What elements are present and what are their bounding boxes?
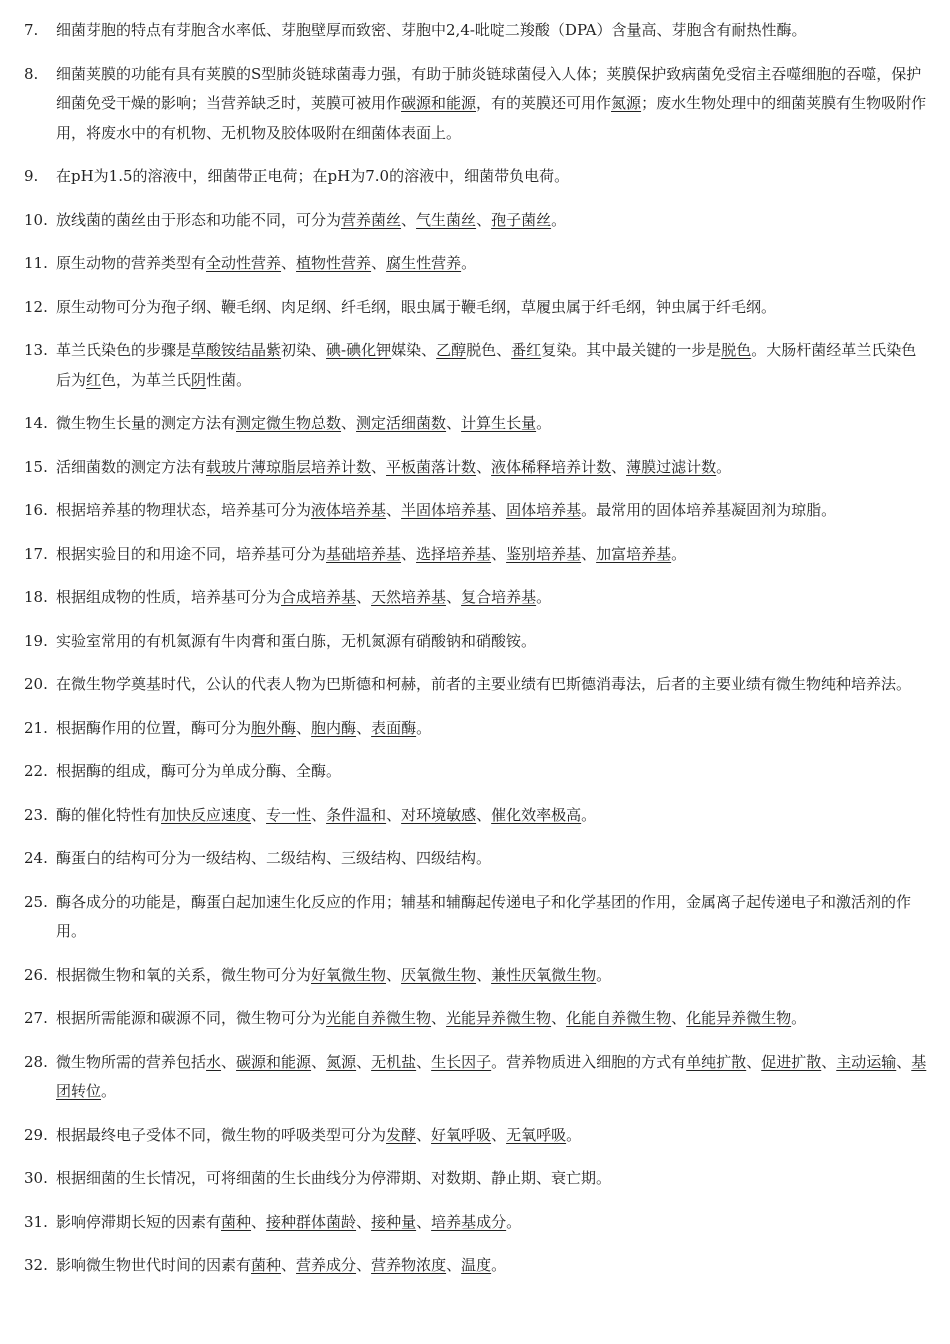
- text-segment: 、: [476, 457, 492, 476]
- text-segment: 、: [386, 805, 402, 824]
- text-segment: 在pH为1.5的溶液中，细菌带正电荷；在pH为7.0的溶液中，细菌带负电荷。: [56, 167, 570, 185]
- text-segment: 、: [401, 544, 417, 563]
- text-segment: 、: [896, 1052, 912, 1071]
- text-segment: 、: [446, 1256, 462, 1274]
- answer-blank: 生长因子: [431, 1052, 492, 1071]
- text-segment: 、: [311, 1052, 327, 1071]
- list-item: [0, 844, 950, 874]
- item-number: 14.: [24, 414, 48, 432]
- item-number: 23.: [24, 805, 48, 824]
- text-segment: 、: [386, 965, 402, 984]
- answer-blank: 兼性厌氧微生物: [491, 965, 597, 984]
- item-number: 21.: [24, 718, 48, 737]
- answer-blank: 营养菌丝: [341, 210, 402, 229]
- text-segment: 、: [251, 805, 267, 824]
- text-segment: 革兰氏染色的步骤是: [56, 341, 192, 359]
- text-segment: 根据实验目的和用途不同，培养基可分为: [56, 544, 327, 563]
- text-segment: 。: [461, 254, 477, 272]
- item-text: [56, 888, 928, 947]
- item-number: 7.: [24, 21, 39, 39]
- answer-blank: 催化效率极高: [491, 805, 582, 824]
- item-text: [56, 1251, 928, 1281]
- text-segment: 在微生物学奠基时代，公认的代表人物为巴斯德和柯赫，前者的主要业绩有巴斯德消毒法，后者的主要业绩有微生物纯种培养法。: [56, 675, 912, 693]
- answer-blank: 营养物浓度: [371, 1256, 447, 1274]
- answer-blank: 氮源: [326, 1052, 357, 1071]
- item-text: [56, 409, 928, 439]
- text-segment: 、: [611, 457, 627, 476]
- answer-blank: 主动运输: [836, 1052, 897, 1071]
- answer-blank: 选择培养基: [416, 544, 492, 563]
- text-segment: 、: [491, 544, 507, 563]
- item-number: 10.: [24, 210, 48, 229]
- answer-blank: 温度: [461, 1256, 492, 1274]
- text-segment: 、: [221, 1052, 237, 1071]
- text-segment: 媒染、: [391, 341, 437, 359]
- list-item: [0, 1048, 950, 1107]
- list-item: [0, 206, 950, 236]
- answer-blank: 腐生性营养: [386, 254, 462, 272]
- list-item: [0, 801, 950, 831]
- item-text: [56, 453, 928, 483]
- text-segment: 。: [101, 1082, 117, 1100]
- item-text: [56, 60, 928, 149]
- item-text: [56, 844, 928, 874]
- answer-blank: 氮源: [611, 94, 642, 112]
- answer-blank: 菌种: [251, 1256, 282, 1274]
- item-text: [56, 496, 928, 526]
- text-segment: 影响微生物世代时间的因素有: [56, 1256, 252, 1274]
- item-number: 30.: [24, 1169, 48, 1187]
- text-segment: 、: [476, 805, 492, 824]
- text-segment: 。: [536, 588, 552, 606]
- text-segment: 根据微生物和氧的关系，微生物可分为: [56, 965, 312, 984]
- text-segment: 、: [491, 1125, 507, 1144]
- answer-blank: 厌氧微生物: [401, 965, 477, 984]
- answer-blank: 天然培养基: [371, 588, 447, 606]
- list-item: [0, 1208, 950, 1238]
- text-segment: 酶蛋白的结构可分为一级结构、二级结构、三级结构、四级结构。: [56, 849, 492, 867]
- item-text: [56, 249, 928, 279]
- list-item: [0, 293, 950, 323]
- list-item: [0, 409, 950, 439]
- item-number: 18.: [24, 588, 48, 606]
- item-number: 24.: [24, 849, 48, 867]
- answer-blank: 营养成分: [296, 1256, 357, 1274]
- text-segment: 。: [551, 210, 567, 229]
- item-number: 31.: [24, 1212, 48, 1231]
- list-item: [0, 714, 950, 744]
- answer-blank: 培养基成分: [431, 1212, 507, 1231]
- text-segment: 根据组成物的性质，培养基可分为: [56, 588, 282, 606]
- text-segment: 细菌芽胞的特点有芽胞含水率低、芽胞壁厚而致密、芽胞中2,4-吡啶二羧酸（DPA）含量高、芽胞含有耐热性酶。: [56, 21, 807, 39]
- item-number: 12.: [24, 297, 48, 316]
- answer-blank: 好氧呼吸: [431, 1125, 492, 1144]
- text-segment: 根据所需能源和碳源不同，微生物可分为: [56, 1009, 327, 1027]
- answer-blank: 液体培养基: [311, 501, 387, 519]
- text-segment: 、: [311, 805, 327, 824]
- answer-blank: 对环境敏感: [401, 805, 477, 824]
- list-item: [0, 16, 950, 46]
- text-segment: 、: [821, 1052, 837, 1071]
- item-number: 22.: [24, 762, 48, 780]
- text-segment: 。营养物质进入细胞的方式有: [491, 1052, 687, 1071]
- item-number: 17.: [24, 544, 48, 563]
- text-segment: 脱色、: [466, 341, 512, 359]
- text-segment: ；废水生物处理中的细菌荚膜有生物吸附作用，将废水中的有机物、无机物及胶体吸附在细菌体表面上。: [56, 94, 927, 142]
- answer-blank: 接种量: [371, 1212, 417, 1231]
- answer-blank: 液体稀释培养计数: [491, 457, 612, 476]
- answer-blank: 接种群体菌龄: [266, 1212, 357, 1231]
- answer-blank: 测定活细菌数: [356, 414, 447, 432]
- answer-blank: 条件温和: [326, 805, 387, 824]
- answer-blank: 加快反应速度: [161, 805, 252, 824]
- answer-blank: 胞内酶: [311, 718, 357, 737]
- text-segment: 、: [551, 1009, 567, 1027]
- item-text: [56, 1121, 928, 1151]
- item-number: 11.: [24, 254, 48, 272]
- item-text: [56, 1004, 928, 1034]
- text-segment: 、: [371, 457, 387, 476]
- item-text: [56, 670, 928, 700]
- answer-blank: 鉴别培养基: [506, 544, 582, 563]
- text-segment: ，有的荚膜还可用作: [476, 94, 612, 112]
- text-segment: 、: [476, 210, 492, 229]
- list-item: [0, 961, 950, 991]
- text-segment: 。: [566, 1125, 582, 1144]
- text-segment: 、: [581, 544, 597, 563]
- text-segment: 复染。其中最关键的一步是: [541, 341, 722, 359]
- item-number: 13.: [24, 341, 48, 359]
- answer-blank: 阴: [191, 370, 207, 389]
- text-segment: 根据细菌的生长情况，可将细菌的生长曲线分为停滞期、对数期、静止期、衰亡期。: [56, 1169, 612, 1187]
- answer-blank: 碳源和能源: [401, 94, 477, 112]
- answer-blank: 薄膜过滤计数: [626, 457, 717, 476]
- list-item: [0, 60, 950, 149]
- text-segment: 、: [251, 1212, 267, 1231]
- item-text: [56, 583, 928, 613]
- item-text: [56, 757, 928, 787]
- list-item: [0, 757, 950, 787]
- text-segment: 、: [476, 965, 492, 984]
- text-segment: 、: [356, 588, 372, 606]
- text-segment: 、: [416, 1125, 432, 1144]
- list-item: [0, 453, 950, 483]
- document-body: [0, 16, 950, 1295]
- answer-blank: 基团转位: [56, 1052, 927, 1100]
- list-item: [0, 1251, 950, 1281]
- item-number: 28.: [24, 1052, 48, 1071]
- item-number: 27.: [24, 1009, 48, 1027]
- item-text: [56, 540, 928, 570]
- item-text: [56, 293, 928, 323]
- text-segment: 、: [746, 1052, 762, 1071]
- answer-blank: 碳源和能源: [236, 1052, 312, 1071]
- list-item: [0, 670, 950, 700]
- item-text: [56, 16, 928, 46]
- text-segment: 。: [671, 544, 687, 563]
- answer-blank: 加富培养基: [596, 544, 672, 563]
- answer-blank: 基础培养基: [326, 544, 402, 563]
- text-segment: 、: [446, 414, 462, 432]
- answer-blank: 表面酶: [371, 718, 417, 737]
- text-segment: 色，为革兰氏: [101, 370, 192, 389]
- item-number: 15.: [24, 457, 48, 476]
- item-number: 20.: [24, 675, 48, 693]
- text-segment: 、: [671, 1009, 687, 1027]
- text-segment: 细菌荚膜的功能有具有荚膜的S型肺炎链球菌毒力强，有助于肺炎链球菌侵入人体；荚膜保护致病菌免受宿主吞噬细胞的吞噬，保护细菌免受干燥的影响；当营养缺乏时，荚膜可被用作: [56, 64, 922, 112]
- list-item: [0, 1164, 950, 1194]
- answer-blank: 半固体培养基: [401, 501, 492, 519]
- text-segment: 、: [401, 210, 417, 229]
- text-segment: 初染、: [281, 341, 327, 359]
- list-item: [0, 1004, 950, 1034]
- answer-blank: 合成培养基: [281, 588, 357, 606]
- text-segment: 性菌。: [206, 370, 252, 389]
- answer-blank: 固体培养基: [506, 501, 582, 519]
- text-segment: 。最常用的固体培养基凝固剂为琼脂。: [581, 501, 837, 519]
- text-segment: 、: [281, 1256, 297, 1274]
- list-item: [0, 336, 950, 395]
- answer-blank: 水: [206, 1052, 222, 1071]
- text-segment: 放线菌的菌丝由于形态和功能不同，可分为: [56, 210, 342, 229]
- answer-blank: 促进扩散: [761, 1052, 822, 1071]
- text-segment: 。大肠杆菌经革兰氏染色后为: [56, 341, 917, 389]
- item-number: 25.: [24, 892, 48, 911]
- list-item: [0, 496, 950, 526]
- answer-blank: 化能自养微生物: [566, 1009, 672, 1027]
- text-segment: 根据酶的组成，酶可分为单成分酶、全酶。: [56, 762, 342, 780]
- text-segment: 、: [356, 1256, 372, 1274]
- item-text: [56, 336, 928, 395]
- answer-blank: 孢子菌丝: [491, 210, 552, 229]
- text-segment: 。: [416, 718, 432, 737]
- text-segment: 。: [491, 1256, 507, 1274]
- item-number: 9.: [24, 167, 39, 185]
- text-segment: 、: [356, 718, 372, 737]
- text-segment: 、: [281, 254, 297, 272]
- answer-blank: 脱色: [721, 341, 752, 359]
- answer-blank: 无机盐: [371, 1052, 417, 1071]
- item-number: 29.: [24, 1125, 48, 1144]
- answer-blank: 气生菌丝: [416, 210, 477, 229]
- answer-blank: 乙醇: [436, 341, 467, 359]
- text-segment: 、: [416, 1052, 432, 1071]
- list-item: [0, 1121, 950, 1151]
- answer-blank: 无氧呼吸: [506, 1125, 567, 1144]
- item-text: [56, 162, 928, 192]
- text-segment: 根据酶作用的位置，酶可分为: [56, 718, 252, 737]
- text-segment: 、: [416, 1212, 432, 1231]
- answer-blank: 载玻片薄琼脂层培养计数: [206, 457, 372, 476]
- text-segment: 根据最终电子受体不同，微生物的呼吸类型可分为: [56, 1125, 387, 1144]
- text-segment: 微生物生长量的测定方法有: [56, 414, 237, 432]
- answer-blank: 好氧微生物: [311, 965, 387, 984]
- text-segment: 微生物所需的营养包括: [56, 1052, 207, 1071]
- answer-blank: 复合培养基: [461, 588, 537, 606]
- item-number: 19.: [24, 631, 48, 650]
- item-text: [56, 714, 928, 744]
- answer-blank: 菌种: [221, 1212, 252, 1231]
- answer-blank: 番红: [511, 341, 542, 359]
- answer-blank: 测定微生物总数: [236, 414, 342, 432]
- text-segment: 。: [506, 1212, 522, 1231]
- item-text: [56, 801, 928, 831]
- text-segment: 酶各成分的功能是，酶蛋白起加速生化反应的作用；辅基和辅酶起传递电子和化学基团的作用，金属离子起传递电子和激活剂的作用。: [56, 892, 912, 940]
- text-segment: 、: [341, 414, 357, 432]
- text-segment: 实验室常用的有机氮源有牛肉膏和蛋白胨，无机氮源有硝酸钠和硝酸铵。: [56, 631, 537, 650]
- list-item: [0, 627, 950, 657]
- item-text: [56, 627, 928, 657]
- text-segment: 、: [371, 254, 387, 272]
- list-item: [0, 888, 950, 947]
- answer-blank: 全动性营养: [206, 254, 282, 272]
- text-segment: 。: [581, 805, 597, 824]
- item-number: 16.: [24, 501, 48, 519]
- item-text: [56, 1208, 928, 1238]
- text-segment: 活细菌数的测定方法有: [56, 457, 207, 476]
- answer-blank: 平板菌落计数: [386, 457, 477, 476]
- answer-blank: 化能异养微生物: [686, 1009, 792, 1027]
- text-segment: 原生动物的营养类型有: [56, 254, 207, 272]
- item-text: [56, 1164, 928, 1194]
- text-segment: 影响停滞期长短的因素有: [56, 1212, 222, 1231]
- list-item: [0, 249, 950, 279]
- text-segment: 、: [296, 718, 312, 737]
- item-number: 8.: [24, 64, 39, 83]
- list-item: [0, 583, 950, 613]
- list-item: [0, 162, 950, 192]
- text-segment: 原生动物可分为孢子纲、鞭毛纲、肉足纲、纤毛纲，眼虫属于鞭毛纲，草履虫属于纤毛纲，钟虫属于纤毛纲。: [56, 297, 777, 316]
- text-segment: 。: [596, 965, 612, 984]
- item-text: [56, 1048, 928, 1107]
- text-segment: 。: [716, 457, 732, 476]
- answer-blank: 发酵: [386, 1125, 417, 1144]
- text-segment: 、: [491, 501, 507, 519]
- list-item: [0, 540, 950, 570]
- text-segment: 。: [791, 1009, 807, 1027]
- answer-blank: 植物性营养: [296, 254, 372, 272]
- text-segment: 、: [431, 1009, 447, 1027]
- answer-blank: 光能自养微生物: [326, 1009, 432, 1027]
- answer-blank: 专一性: [266, 805, 312, 824]
- answer-blank: 计算生长量: [461, 414, 537, 432]
- answer-blank: 碘-碘化钾: [326, 341, 392, 359]
- text-segment: 、: [386, 501, 402, 519]
- answer-blank: 草酸铵结晶紫: [191, 341, 282, 359]
- answer-blank: 红: [86, 370, 102, 389]
- text-segment: 、: [446, 588, 462, 606]
- answer-blank: 单纯扩散: [686, 1052, 747, 1071]
- text-segment: 根据培养基的物理状态，培养基可分为: [56, 501, 312, 519]
- text-segment: 。: [536, 414, 552, 432]
- answer-blank: 胞外酶: [251, 718, 297, 737]
- answer-blank: 光能异养微生物: [446, 1009, 552, 1027]
- item-text: [56, 961, 928, 991]
- text-segment: 、: [356, 1212, 372, 1231]
- item-number: 26.: [24, 965, 48, 984]
- item-number: 32.: [24, 1256, 48, 1274]
- item-text: [56, 206, 928, 236]
- text-segment: 、: [356, 1052, 372, 1071]
- text-segment: 酶的催化特性有: [56, 805, 162, 824]
